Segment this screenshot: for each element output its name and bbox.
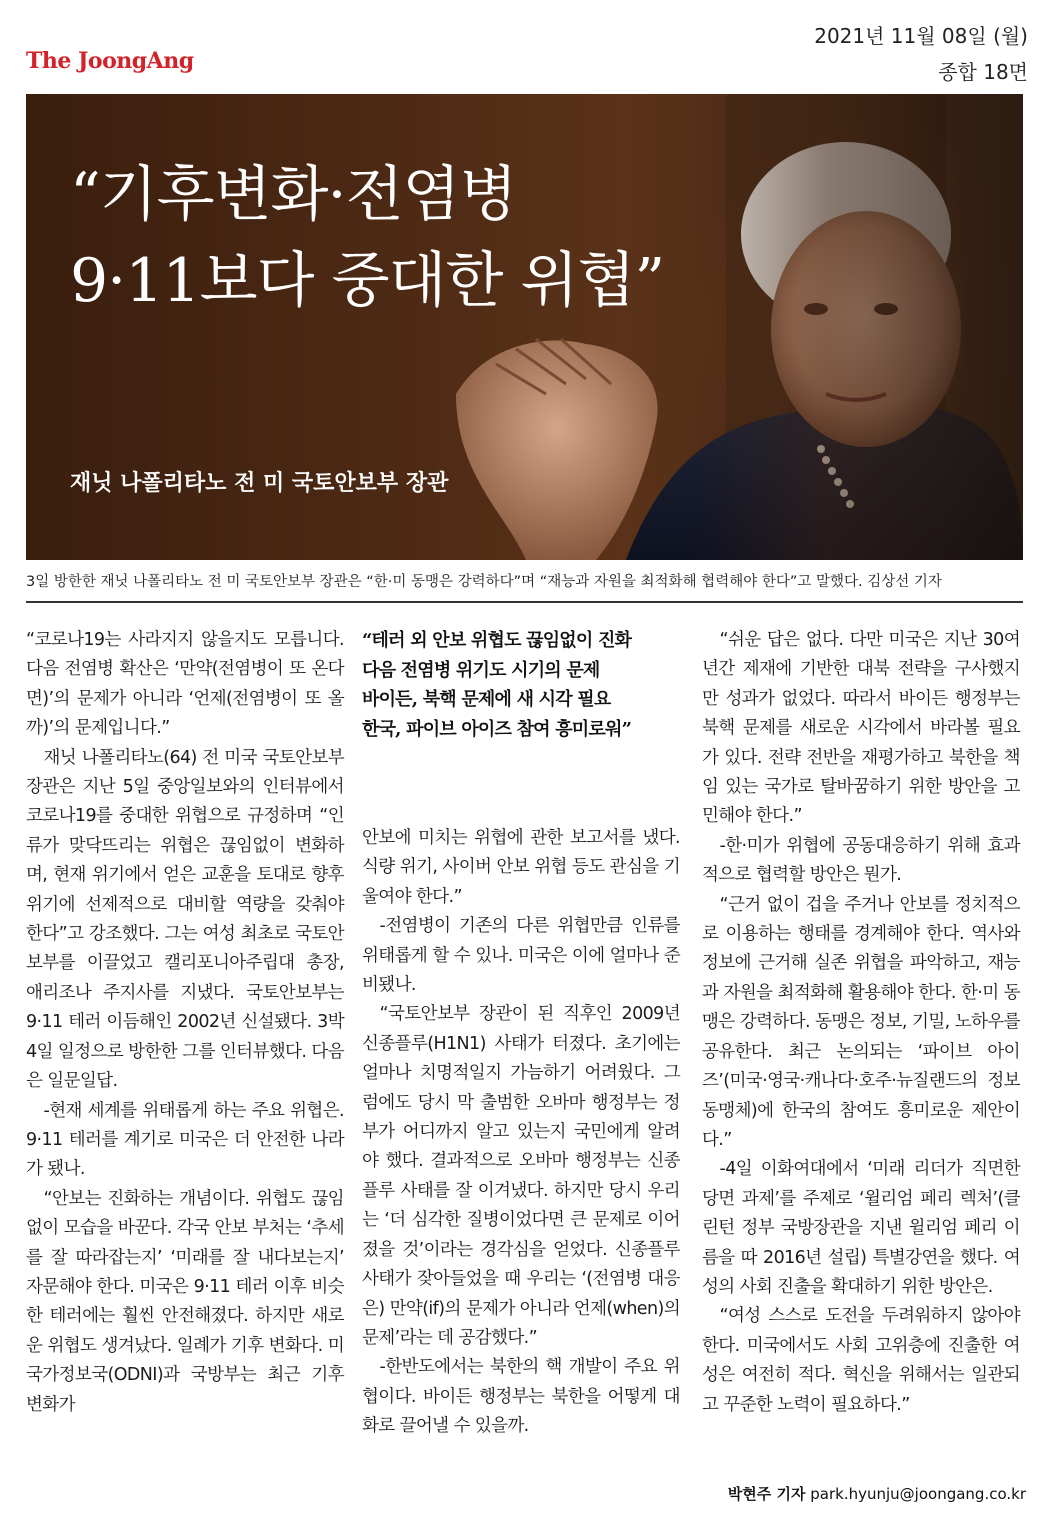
paragraph: “국토안보부 장관이 된 직후인 2009년 신종플루(H1N1) 사태가 터졌다. 초기에는 얼마나 치명적일지 가늠하기 어려웠다. 그럼에도 당시 막 출범한 오바마 행정부는 정부가 어디까지 알고 있는지 국민에게 알려야 했다. 결과적으로 오바마 행정부는 신종플루 사태를 잘 이겨냈다. 하지만 당시 우리는 ‘더 심각한 질병이었다면 큰 문제로 이어졌을 것’이라는 경각심을 얻었다. 신종플루 사태가 잦아들었을 때 우리는 ‘(전염병 대응은) 만약(if)의 문제가 아니라 언제(when)의 문제’라는 데 공감했다.” — [362, 1004, 680, 1348]
divider — [26, 601, 1023, 603]
subhead-line: “테러 외 안보 위협도 끊임없이 진화 — [362, 630, 632, 651]
joongang-logo: The JoongAng — [26, 48, 194, 74]
interviewee-title: 재닛 나폴리타노 전 미 국토안보부 장관 — [70, 471, 449, 496]
hero-photo — [26, 94, 1023, 560]
paragraph: -한·미가 위협에 공동대응하기 위해 효과적으로 협력할 방안은 뭔가. — [702, 835, 1020, 886]
subhead-line: 바이든, 북핵 문제에 새 시각 필요 — [362, 689, 611, 710]
photo-caption: 3일 방한한 재닛 나폴리타노 전 미 국토안보부 장관은 “한·미 동맹은 강력하다”며 “재능과 자원을 최적화해 협력해야 한다”고 말했다. 김상선 기자 — [26, 574, 942, 590]
paragraph: -현재 세계를 위태롭게 하는 주요 위협은. 9·11 테러를 계기로 미국은 더 안전한 나라가 됐나. — [26, 1100, 344, 1180]
hero-shade — [693, 94, 1023, 560]
subhead-line: 한국, 파이브 아이즈 참여 흥미로워” — [362, 718, 632, 740]
article-column-2 — [362, 626, 680, 1442]
paragraph: “근거 없이 겁을 주거나 안보를 정치적으로 이용하는 행태를 경계해야 한다. 역사와 정보에 근거해 실존 위협을 파악하고, 재능과 자원을 최적화해 활용해야 한다. 한·미 동맹은 강력하다. 동맹은 정보, 기밀, 노하우를 공유한다. 최근 논의되는 ‘파이브 아이즈’(미국·영국·캐나다·호주·뉴질랜드의 정보 동맹체)에 한국의 참여도 흥미로운 제안이다.” — [702, 894, 1020, 1150]
paragraph: -4일 이화여대에서 ‘미래 리더가 직면한 당면 과제’를 주제로 ‘윌리엄 페리 렉처’(클린턴 정부 국방장관을 지낸 윌리엄 페리 이름을 따 2016년 설립) 특별강연을 했다. 여성의 사회 진출을 확대하기 위한 방안은. — [702, 1159, 1020, 1297]
byline — [728, 1483, 1026, 1504]
article-column-3 — [702, 626, 1020, 1420]
subheadline — [362, 626, 680, 744]
reporter-email[interactable]: park.hyunju@joongang.co.kr — [810, 1485, 1026, 1503]
paragraph: -전염병이 기존의 다른 위협만큼 인류를 위태롭게 할 수 있나. 미국은 이에 얼마나 준비됐나. — [362, 916, 680, 996]
paragraph: “코로나19는 사라지지 않을지도 모릅니다. 다음 전염병 확산은 ‘만약(전염병이 또 온다면)’의 문제가 아니라 ‘언제(전염병이 또 올까)’의 문제입니다.” — [26, 630, 344, 739]
headline: “기후변화·전염병 9·11보다 중대한 위협” — [70, 160, 665, 316]
paragraph: “안보는 진화하는 개념이다. 위협도 끊임없이 모습을 바꾼다. 각국 안보 부처는 ‘추세를 잘 따라잡는지’ ‘미래를 잘 내다보는지’ 자문해야 한다. 미국은 9·11 테러 이후 비슷한 테러에는 훨씬 안전해졌다. 하지만 새로운 위협도 생겨났다. 일례가 기후 변화다. 미 국가정보국(ODNI)과 국방부는 최근 기후 변화가 — [26, 1188, 344, 1415]
reporter-name: 박현주 기자 — [727, 1485, 806, 1503]
publish-date: 2021년 11월 08일 (월) — [814, 24, 1028, 48]
paragraph: 안보에 미치는 위협에 관한 보고서를 냈다. 식량 위기, 사이버 안보 위협 등도 관심을 기울여야 한다.” — [362, 828, 680, 907]
paragraph: “여성 스스로 도전을 두려워하지 않아야 한다. 미국에서도 사회 고위층에 진출한 여성은 여전히 적다. 혁신을 위해서는 일관되고 꾸준한 노력이 필요하다.” — [702, 1306, 1020, 1415]
article-column-1 — [26, 626, 344, 1420]
paragraph: 재닛 나폴리타노(64) 전 미국 국토안보부 장관은 지난 5일 중앙일보와의 인터뷰에서 코로나19를 중대한 위협으로 규정하며 “인류가 맞닥뜨리는 위협은 끊임없이 변화하며, 현재 위기에서 얻은 교훈을 토대로 향후 위기에 선제적으로 대비할 역량을 갖춰야 한다”고 강조했다. 그는 여성 최초로 국토안보부를 이끌었고 캘리포니아주립대 총장, 애리조나 주지사를 지냈다. 국토안보부는 9·11 테러 이듬해인 2002년 신설됐다. 3박4일 일정으로 방한한 그를 인터뷰했다. 다음은 일문일답. — [26, 747, 344, 1092]
section-page: 종합 18면 — [938, 60, 1028, 84]
paragraph: “쉬운 답은 없다. 다만 미국은 지난 30여 년간 제재에 기반한 대북 전략을 구사했지만 성과가 없었다. 따라서 바이든 행정부는 북핵 문제를 새로운 시각에서 바라볼 필요가 있다. 전략 전반을 재평가하고 북한을 책임 있는 국가로 탈바꿈하기 위한 방안을 고민해야 한다.” — [702, 630, 1020, 827]
paragraph: -한반도에서는 북한의 핵 개발이 주요 위협이다. 바이든 행정부는 북한을 어떻게 대화로 끌어낼 수 있을까. — [362, 1357, 680, 1437]
subhead-line: 다음 전염병 위기도 시기의 문제 — [362, 659, 600, 681]
